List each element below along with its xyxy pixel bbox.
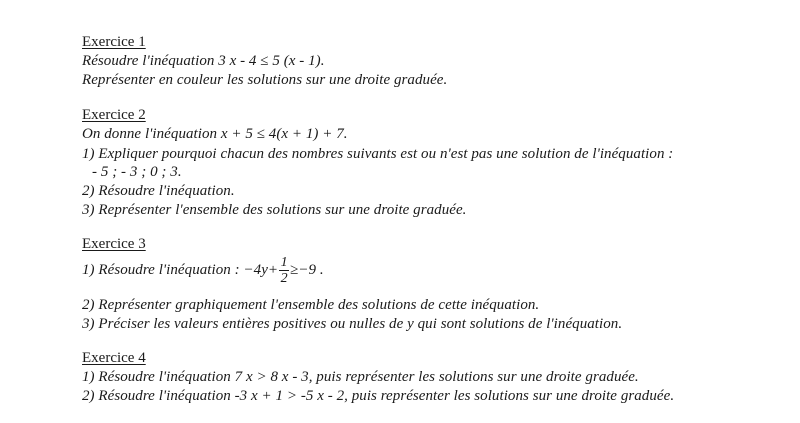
exercise-3-line-1-prefix: 1) Résoudre l'inéquation : — [82, 262, 244, 278]
exercise-3-fraction — [279, 255, 289, 286]
exercise-2-line-4: 2) Résoudre l'inéquation. — [82, 183, 235, 199]
exercise-2-line-2: 1) Expliquer pourquoi chacun des nombres suivants est ou n'est pas une solution de l'inéquation : — [82, 146, 674, 162]
exercise-4-line-2: 2) Résoudre l'inéquation -3 x + 1 > -5 x - 2, puis représenter les solutions sur une droite graduée. — [82, 388, 675, 404]
fraction-denominator: 2 — [280, 271, 288, 287]
exercise-2-line-5: 3) Représenter l'ensemble des solutions sur une droite graduée. — [82, 202, 467, 218]
exercise-3-line-1 — [82, 255, 324, 286]
exercise-3-line-3: 3) Préciser les valeurs entières positives ou nulles de y qui sont solutions de l'inéquation. — [82, 316, 623, 332]
exercise-2-line-1: On donne l'inéquation x + 5 ≤ 4(x + 1) + 7. — [82, 126, 348, 142]
exercise-3-math-before: −4y+ — [243, 262, 279, 278]
exercise-4-line-1: 1) Résoudre l'inéquation 7 x > 8 x - 3, puis représenter les solutions sur une droite graduée. — [82, 369, 639, 385]
fraction-numerator: 1 — [280, 255, 288, 271]
exercise-3-math-after: ≥−9 . — [290, 262, 324, 278]
exercise-2-title: Exercice 2 — [82, 107, 146, 123]
exercise-2-line-3: - 5 ; - 3 ; 0 ; 3. — [92, 164, 182, 180]
exercise-1-line-2: Représenter en couleur les solutions sur une droite graduée. — [82, 72, 448, 88]
exercise-1-title: Exercice 1 — [82, 34, 146, 50]
exercise-1-line-1: Résoudre l'inéquation 3 x - 4 ≤ 5 (x - 1). — [82, 53, 325, 69]
exercise-3-title: Exercice 3 — [82, 236, 146, 252]
exercise-4-title: Exercice 4 — [82, 350, 146, 366]
exercise-3-line-2: 2) Représenter graphiquement l'ensemble des solutions de cette inéquation. — [82, 297, 540, 313]
